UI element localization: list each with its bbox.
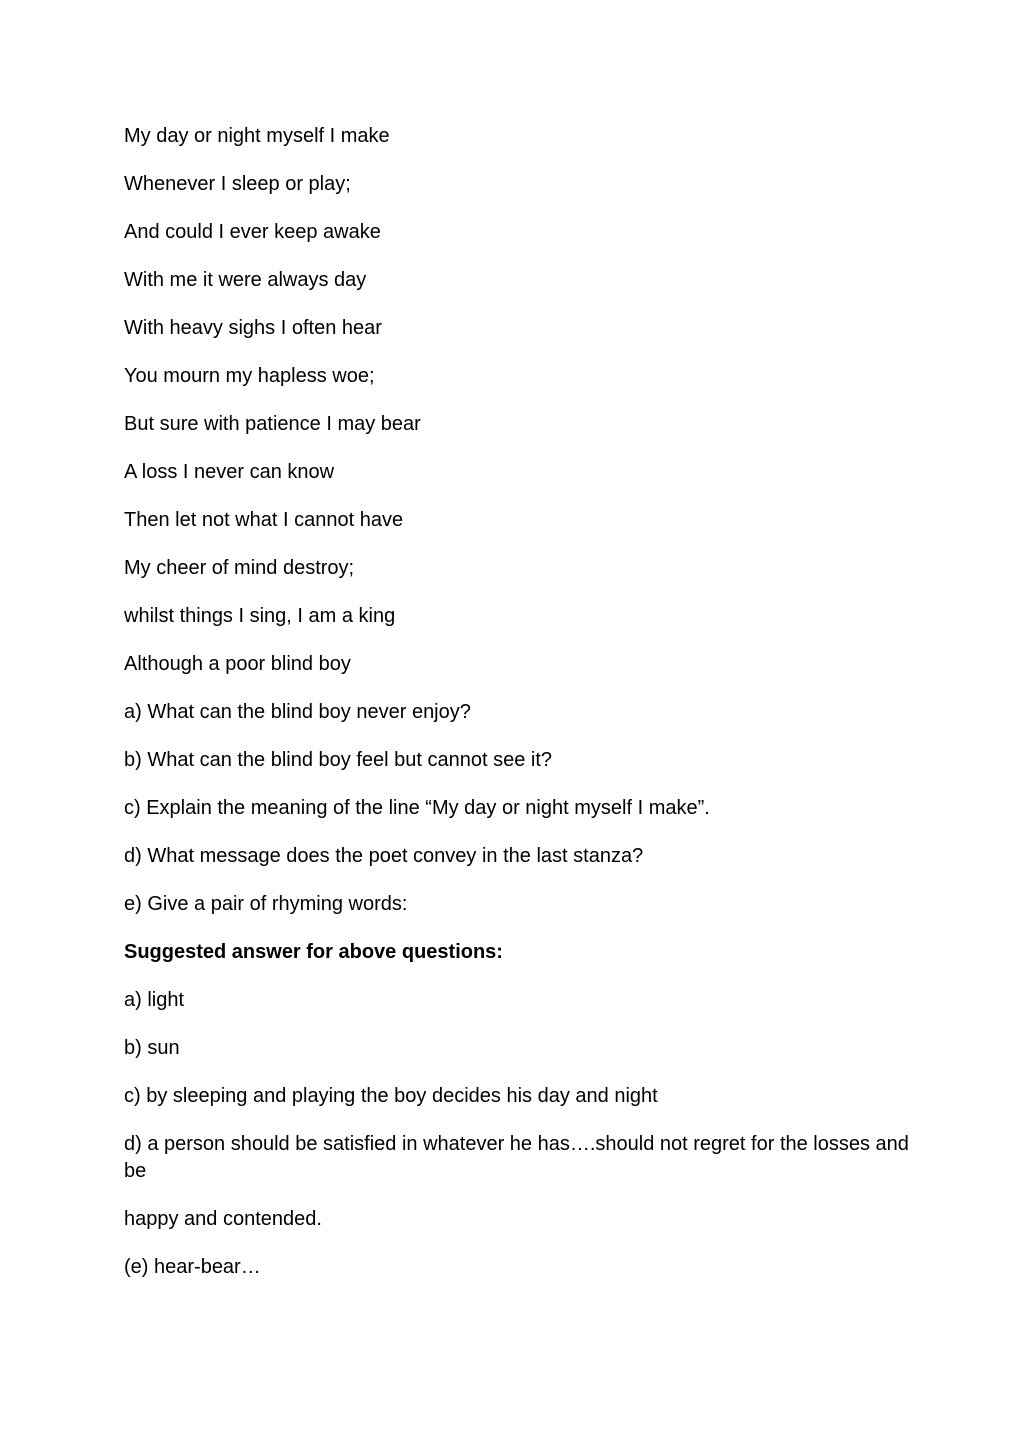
answer-d-continued: happy and contended. (124, 1208, 322, 1230)
poem-line: Whenever I sleep or play; (124, 173, 351, 195)
poem-line: With heavy sighs I often hear (124, 317, 382, 339)
question-a: a) What can the blind boy never enjoy? (124, 701, 471, 723)
question-e: e) Give a pair of rhyming words: (124, 893, 408, 915)
answer-c: c) by sleeping and playing the boy decides his day and night (124, 1085, 658, 1107)
poem-line: Although a poor blind boy (124, 653, 351, 675)
poem-line: And could I ever keep awake (124, 221, 381, 243)
poem-line: Then let not what I cannot have (124, 509, 404, 531)
document-page (124, 123, 914, 1302)
question-b: b) What can the blind boy feel but cannot see it? (124, 749, 553, 771)
poem-line: With me it were always day (124, 269, 367, 291)
poem-line: My day or night myself I make (124, 125, 390, 147)
poem-line: whilst things I sing, I am a king (124, 605, 396, 627)
answer-e: (e) hear-bear… (124, 1256, 261, 1278)
poem-line: My cheer of mind destroy; (124, 557, 355, 579)
poem-line: A loss I never can know (124, 461, 335, 483)
question-c: c) Explain the meaning of the line “My day or night myself I make”. (124, 797, 710, 819)
poem-line: But sure with patience I may bear (124, 413, 421, 435)
answer-b: b) sun (124, 1037, 180, 1059)
answers-heading: Suggested answer for above questions: (124, 941, 503, 963)
answer-a: a) light (124, 989, 185, 1011)
poem-line: You mourn my hapless woe; (124, 365, 375, 387)
answer-d: d) a person should be satisfied in whatever he has….should not regret for the losses and be (124, 1133, 909, 1182)
question-d: d) What message does the poet convey in the last stanza? (124, 845, 644, 867)
